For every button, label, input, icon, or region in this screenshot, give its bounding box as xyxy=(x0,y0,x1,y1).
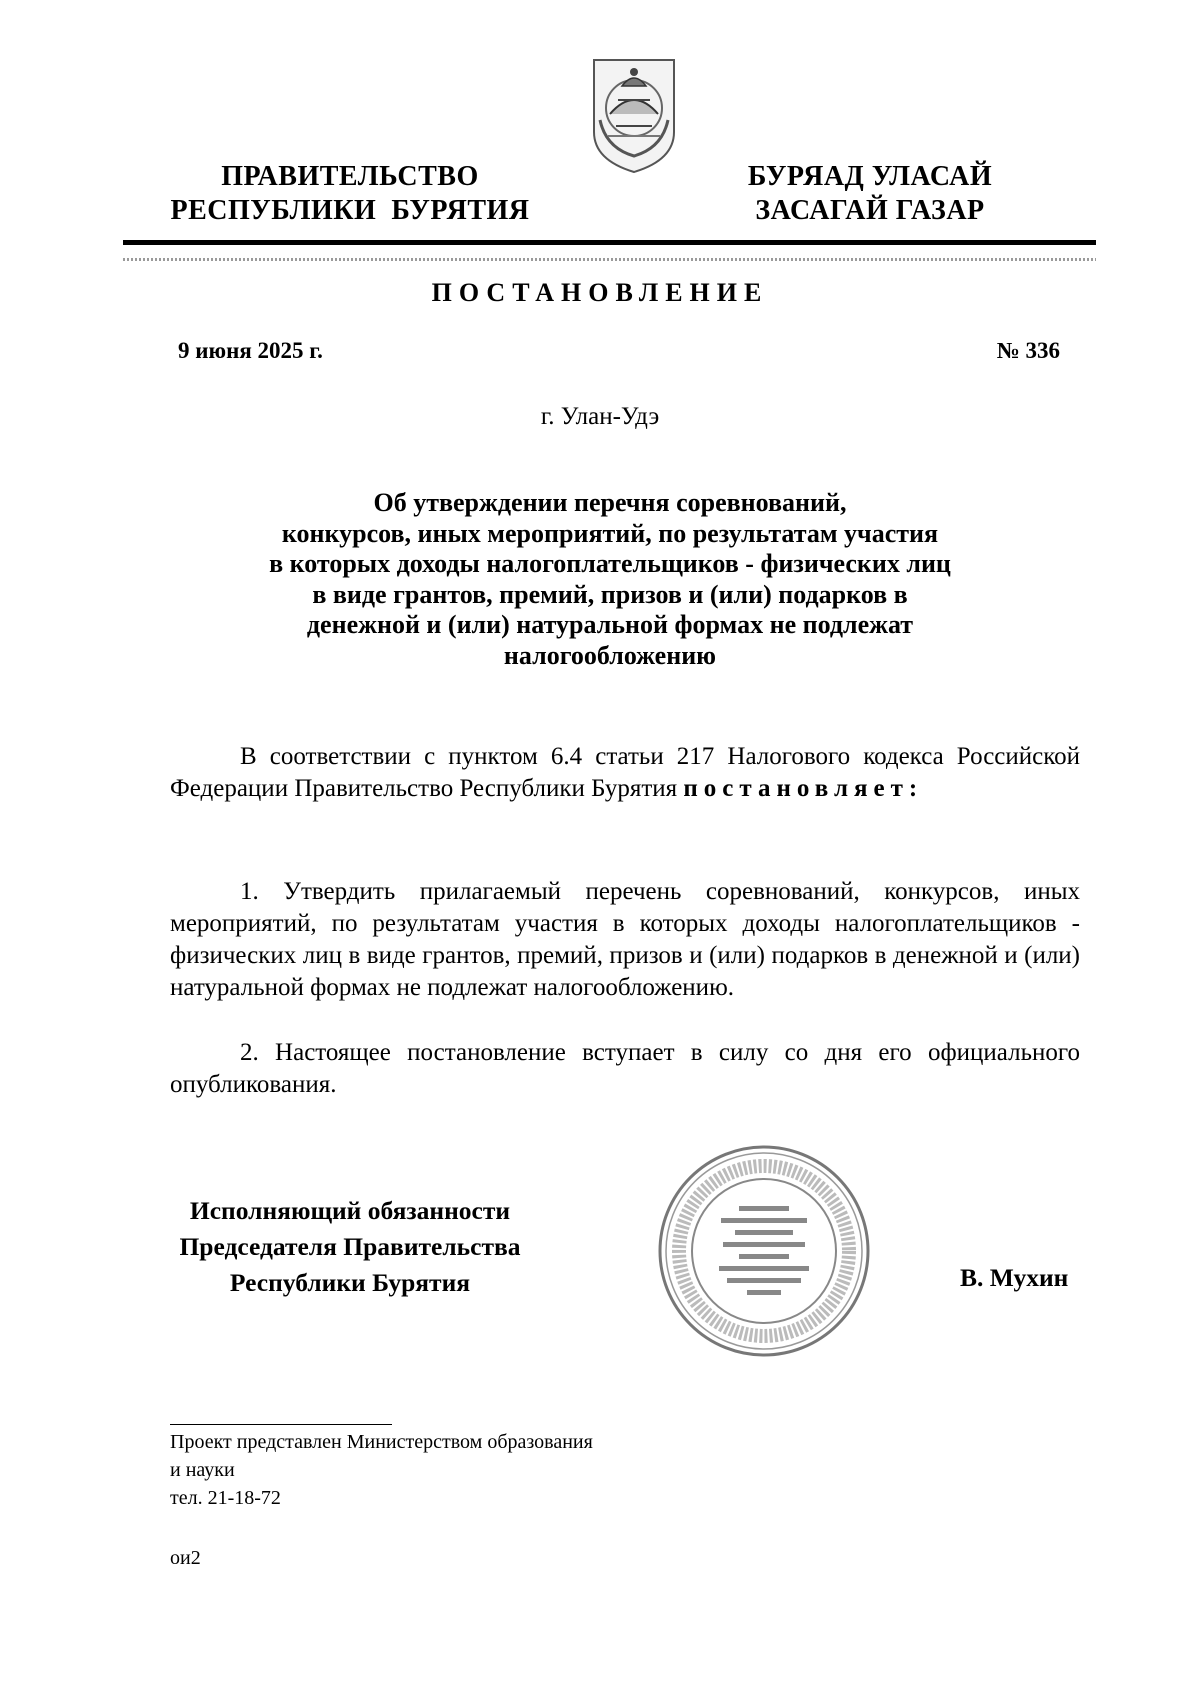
item-1-text: 1. Утвердить прилагаемый перечень соревнований, конкурсов, иных мероприятий, по результатам участия в которых доходы налогоплательщиков - физических лиц в виде грантов, премий, призов и (или) подарков в денежной и (или) натуральной формах не подлежат налогообложению. xyxy=(170,878,1080,1001)
official-stamp-icon xyxy=(655,1142,873,1360)
resolution-item-1 xyxy=(170,876,1080,1004)
subject-line: Об утверждении перечня соревнований, xyxy=(373,488,847,517)
footer-note xyxy=(170,1428,593,1512)
item-2-text: 2. Настоящее постановление вступает в силу со дня его официального опубликования. xyxy=(170,1039,1080,1098)
signatory-title-line: Республики Бурятия xyxy=(229,1268,471,1297)
resolves-word: постановляет: xyxy=(683,775,924,802)
footer-note-line: Проект представлен Министерством образования xyxy=(170,1431,593,1453)
header-right-line2: ЗАСАГАЙ ГАЗАР xyxy=(755,195,985,226)
signatory-title xyxy=(150,1193,550,1301)
footer-note-line: и науки xyxy=(170,1459,235,1481)
resolution-item-2 xyxy=(170,1037,1080,1101)
document-city: г. Улан-Удэ xyxy=(540,403,660,430)
document-date: 9 июня 2025 г. xyxy=(178,338,323,363)
subject-line: в виде грантов, премий, призов и (или) подарков в xyxy=(312,579,908,609)
signatory-title-line: Исполняющий обязанности xyxy=(189,1196,511,1225)
footnote-rule xyxy=(170,1424,392,1425)
subject-line: налогообложению xyxy=(503,640,717,670)
government-name-russian xyxy=(150,160,550,228)
header-right-line1: БУРЯАД УЛАСАЙ xyxy=(747,161,993,192)
subject-line: в которых доходы налогоплательщиков - физических лиц xyxy=(269,549,951,578)
preamble-text: В соответствии с пунктом 6.4 статьи 217 Налогового кодекса Российской Федерации Правительство Республики Бурятия xyxy=(170,743,1080,802)
header-left-line1: ПРАВИТЕЛЬСТВО xyxy=(221,161,479,192)
subject-line: денежной и (или) натуральной формах не подлежат xyxy=(306,610,914,639)
signatory-name: В. Мухин xyxy=(960,1263,1069,1292)
document-type-title: ПОСТАНОВЛЕНИЕ xyxy=(431,278,769,307)
coat-of-arms-icon xyxy=(588,52,680,176)
document-subject xyxy=(210,488,1010,671)
document-number: № 336 xyxy=(996,338,1060,363)
subject-line: конкурсов, иных мероприятий, по результатам участия xyxy=(281,518,939,548)
footer-note-line: тел. 21-18-72 xyxy=(170,1487,281,1509)
preamble-paragraph xyxy=(170,741,1080,805)
government-name-buryat xyxy=(700,160,1040,228)
signatory-title-line: Председателя Правительства xyxy=(179,1232,521,1261)
header-thick-rule xyxy=(123,240,1096,245)
header-left-line2: РЕСПУБЛИКИ БУРЯТИЯ xyxy=(170,195,530,226)
document-code: ои2 xyxy=(170,1547,201,1569)
header-thin-rule xyxy=(123,258,1096,261)
